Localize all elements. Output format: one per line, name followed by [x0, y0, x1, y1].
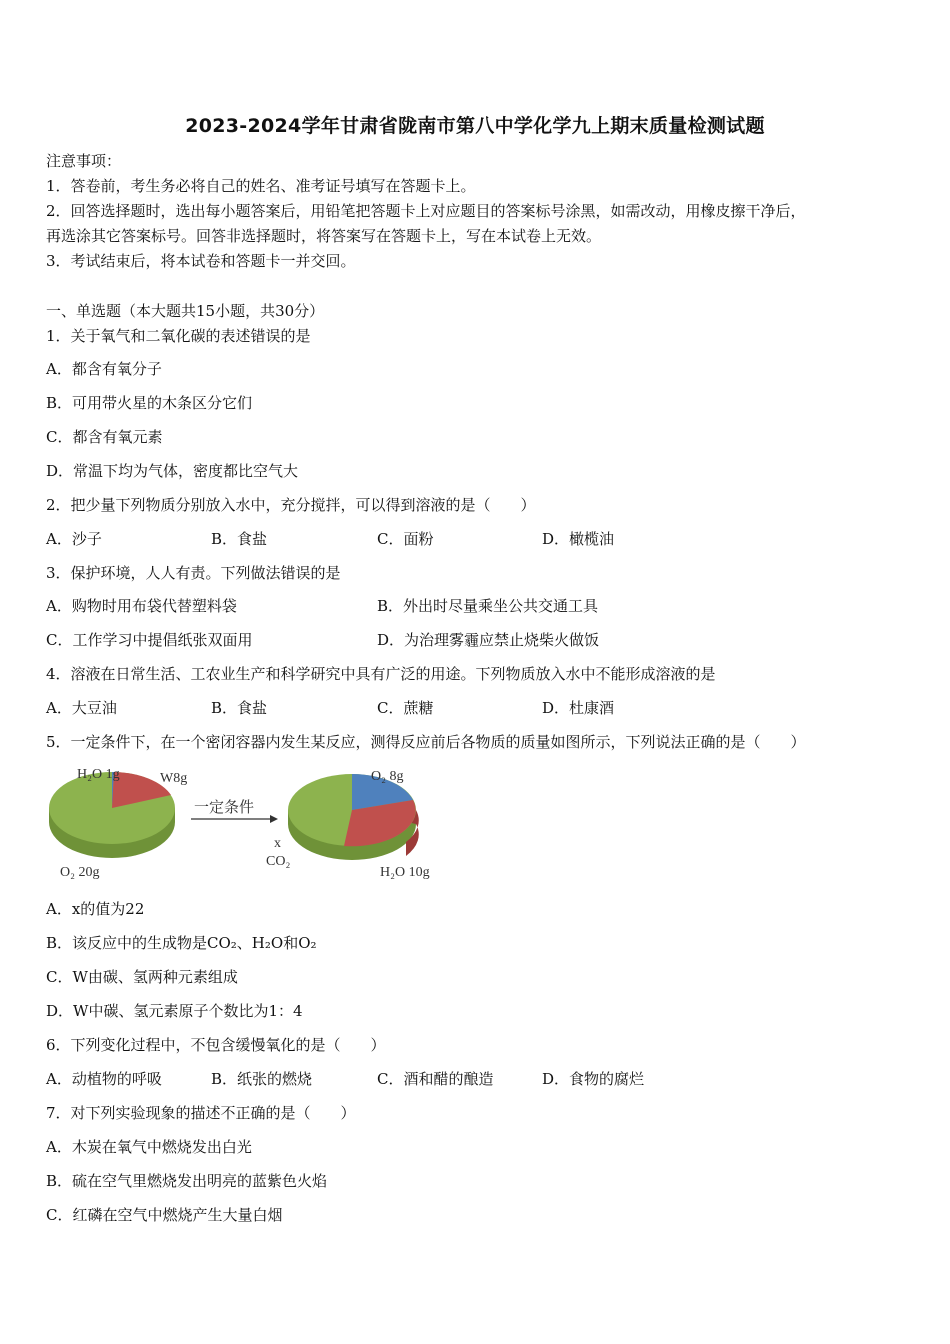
q3-option-c: C．工作学习中提倡纸张双面用: [46, 631, 253, 649]
q2-option-c: C．面粉: [377, 530, 434, 548]
page-title: 2023-2024学年甘肃省陇南市第八中学化学九上期末质量检测试题: [185, 115, 765, 137]
notice-heading: 注意事项：: [46, 152, 122, 170]
after-label-x: x: [274, 836, 281, 851]
notice-item-2a: 2．回答选择题时，选出每小题答案后，用铅笔把答题卡上对应题目的答案标号涂黑，如需改动，用橡皮擦干净后，: [46, 202, 806, 220]
q4-stem: 4．溶液在日常生活、工农业生产和科学研究中具有广泛的用途。下列物质放入水中不能形成溶液的是: [46, 665, 716, 683]
q1-option-a: A．都含有氧分子: [46, 360, 162, 378]
before-label-o2: O₂ 20g: [60, 865, 100, 880]
q2-option-b: B．食盐: [211, 530, 268, 548]
arrow-label: 一定条件: [194, 798, 255, 816]
q5-stem: 5．一定条件下，在一个密闭容器内发生某反应，测得反应前后各物质的质量如图所示，下列说法正确的是（ ）: [46, 733, 806, 751]
q6-option-c: C．酒和醋的酿造: [377, 1070, 494, 1088]
q3-option-a: A．购物时用布袋代替塑料袋: [46, 597, 237, 615]
q1-stem: 1．关于氧气和二氧化碳的表述错误的是: [46, 327, 311, 345]
q2-option-a: A．沙子: [46, 530, 102, 548]
before-label-w: W8g: [160, 771, 188, 786]
q5-pie-figure: [46, 760, 446, 885]
notice-item-2b: 再选涂其它答案标号。回答非选择题时，将答案写在答题卡上，写在本试卷上无效。: [46, 227, 602, 245]
section-heading: 一、单选题（本大题共15小题，共30分）: [46, 302, 325, 320]
q5-option-a: A．x的值为22: [46, 900, 145, 918]
before-pie-chart: [49, 772, 175, 858]
q1-option-c: C．都含有氧元素: [46, 428, 163, 446]
q3-stem: 3．保护环境，人人有责。下列做法错误的是: [46, 564, 341, 582]
q7-option-c: C．红磷在空气中燃烧产生大量白烟: [46, 1206, 283, 1224]
q6-stem: 6．下列变化过程中，不包含缓慢氧化的是（ ）: [46, 1036, 386, 1054]
after-label-h2o: H₂O 10g: [380, 865, 430, 880]
q2-option-d: D．橄榄油: [542, 530, 615, 548]
notice-item-1: 1．答卷前，考生务必将自己的姓名、准考证号填写在答题卡上。: [46, 177, 476, 195]
q2-stem: 2．把少量下列物质分别放入水中，充分搅拌，可以得到溶液的是（ ）: [46, 496, 536, 514]
q3-option-b: B．外出时尽量乘坐公共交通工具: [377, 597, 599, 615]
q4-option-c: C．蔗糖: [377, 699, 434, 717]
q1-option-d: D．常温下均为气体，密度都比空气大: [46, 462, 299, 480]
before-label-h2o: H₂O 1g: [77, 767, 120, 782]
q6-option-b: B．纸张的燃烧: [211, 1070, 313, 1088]
after-pie-chart: [288, 774, 419, 860]
reaction-arrowhead: [270, 815, 278, 823]
q5-option-d: D．W中碳、氢元素原子个数比为1：4: [46, 1002, 303, 1020]
q4-option-b: B．食盐: [211, 699, 268, 717]
q5-option-c: C．W由碳、氢两种元素组成: [46, 968, 238, 986]
q4-option-a: A．大豆油: [46, 699, 117, 717]
q6-option-a: A．动植物的呼吸: [46, 1070, 162, 1088]
q7-stem: 7．对下列实验现象的描述不正确的是（ ）: [46, 1104, 356, 1122]
q7-option-a: A．木炭在氧气中燃烧发出白光: [46, 1138, 252, 1156]
q6-option-d: D．食物的腐烂: [542, 1070, 645, 1088]
q7-option-b: B．硫在空气里燃烧发出明亮的蓝紫色火焰: [46, 1172, 328, 1190]
q1-option-b: B．可用带火星的木条区分它们: [46, 394, 253, 412]
q4-option-d: D．杜康酒: [542, 699, 615, 717]
notice-item-3: 3．考试结束后，将本试卷和答题卡一并交回。: [46, 252, 356, 270]
q5-option-b: B．该反应中的生成物是CO₂、H₂O和O₂: [46, 934, 317, 952]
after-label-o2: O₂ 8g: [371, 769, 404, 784]
after-label-co2: CO₂: [266, 854, 291, 869]
q3-option-d: D．为治理雾霾应禁止烧柴火做饭: [377, 631, 600, 649]
